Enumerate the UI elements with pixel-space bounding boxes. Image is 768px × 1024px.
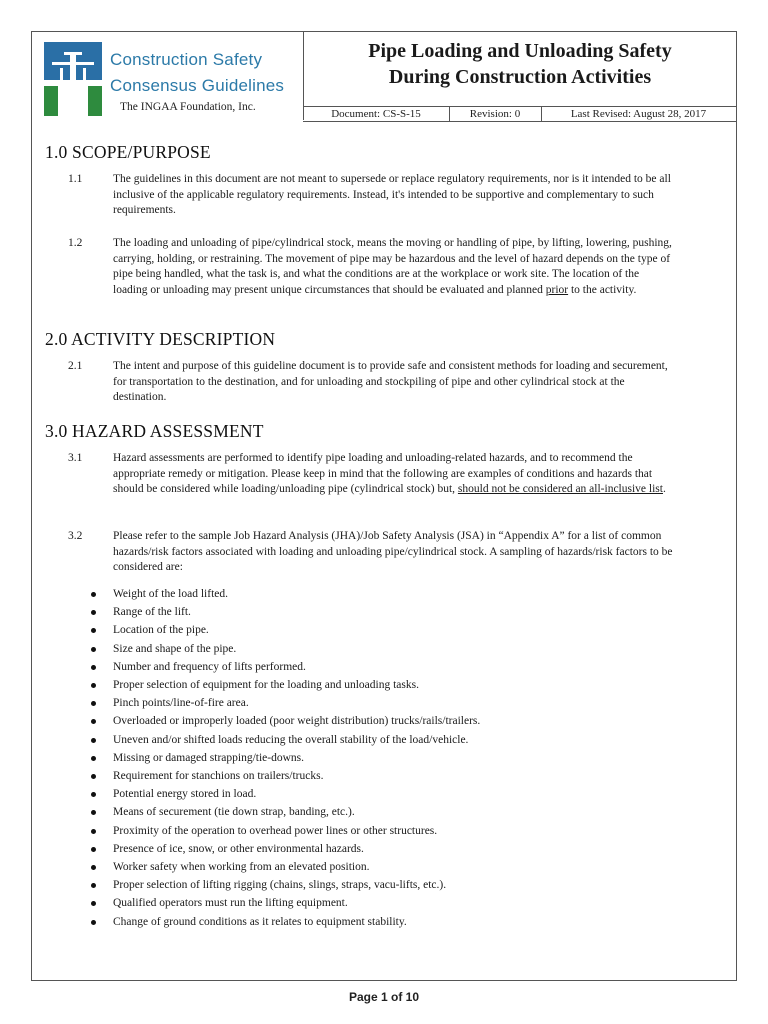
bullet-icon	[91, 665, 96, 670]
bullet-icon	[91, 738, 96, 743]
hazard-item-text: Proper selection of equipment for the loading and unloading tasks.	[113, 679, 419, 692]
section-heading: 2.0 ACTIVITY DESCRIPTION	[45, 329, 276, 349]
bullet-icon	[91, 610, 96, 615]
paragraph-number: 1.2	[68, 237, 83, 249]
bullet-icon	[91, 647, 96, 652]
paragraph-3-1	[32, 451, 732, 515]
bullet-icon	[91, 847, 96, 852]
ingaa-logo-icon	[44, 42, 102, 116]
paragraph-2-1	[32, 359, 732, 409]
text-run: to the activity.	[568, 283, 637, 296]
bullet-icon	[91, 829, 96, 834]
hazard-item-text: Overloaded or improperly loaded (poor weight distribution) trucks/rails/trailers.	[113, 715, 481, 728]
hazard-list-item	[89, 731, 480, 749]
brand-line-2: Consensus Guidelines	[110, 76, 285, 95]
hazard-item-text: Proper selection of lifting rigging (chains, slings, straps, vacu-lifts, etc.).	[113, 879, 447, 892]
hazard-item-text: Potential energy stored in load.	[113, 788, 257, 801]
bullet-icon	[91, 683, 96, 688]
text-run: Hazard assessments are performed to identify pipe loading and unloading-related hazards, and to recommend the appropriate remedy or mitigation. Please keep in mind that the following are examples of conditions and hazards that should be considered while loading/unloading pipe (cylindrical stock) but,	[113, 452, 653, 495]
hazard-list-item	[89, 785, 480, 803]
section-hazard	[45, 421, 264, 442]
bullet-icon	[91, 792, 96, 797]
hazard-list-item	[89, 658, 480, 676]
title-line-1: Pipe Loading and Unloading Safety	[368, 40, 672, 62]
page-number: Page 1 of 10	[348, 990, 420, 1004]
paragraph-text	[113, 236, 673, 298]
section-heading: 1.0 SCOPE/PURPOSE	[45, 142, 211, 162]
paragraph-text: The intent and purpose of this guideline document is to provide safe and consistent methods for loading and securement, for transportation to the destination, and for unloading and stockpiling of pipe and other cylindrical stock at the destination.	[113, 360, 668, 403]
hazard-list	[89, 585, 480, 931]
section-heading: 3.0 HAZARD ASSESSMENT	[45, 421, 264, 441]
section-activity	[45, 329, 275, 350]
paragraph-text	[113, 451, 673, 498]
hazard-item-text: Proximity of the operation to overhead power lines or other structures.	[113, 824, 438, 837]
text-run: .	[662, 483, 666, 495]
paragraph-text: The guidelines in this document are not meant to supersede or replace regulatory requirements, nor is it intended to be all inclusive of the applicable regulatory requirements. Instead, it's intended to be supportive and complementary to such requirements.	[113, 173, 671, 216]
bullet-icon	[91, 920, 96, 925]
hazard-item-text: Uneven and/or shifted loads reducing the overall stability of the load/vehicle.	[113, 733, 469, 746]
title-line-2: During Construction Activities	[388, 66, 652, 88]
paragraph-number: 2.1	[68, 360, 83, 372]
bullet-icon	[91, 883, 96, 888]
paragraph-1-2	[32, 236, 732, 316]
bullet-icon	[91, 628, 96, 633]
hazard-item-text: Means of securement (tie down strap, banding, etc.).	[113, 806, 355, 819]
page-frame	[31, 31, 737, 981]
paragraph-1-1	[32, 172, 732, 222]
document-meta-row	[303, 106, 736, 122]
document-title	[304, 38, 736, 90]
logo-block	[32, 32, 302, 120]
revision-number: Revision: 0	[449, 107, 542, 121]
last-revised: Last Revised: August 28, 2017	[570, 108, 707, 120]
hazard-item-text: Presence of ice, snow, or other environmental hazards.	[113, 842, 364, 855]
hazard-item-text: Weight of the load lifted.	[113, 588, 228, 600]
bullet-icon	[91, 865, 96, 870]
hazard-item-text: Number and frequency of lifts performed.	[113, 660, 306, 673]
hazard-item-text: Size and shape of the pipe.	[113, 642, 237, 655]
bullet-icon	[91, 901, 96, 906]
hazard-item-text: Pinch points/line-of-fire area.	[113, 697, 249, 710]
bullet-icon	[91, 756, 96, 761]
hazard-list-item	[89, 803, 480, 821]
paragraph-3-2	[32, 529, 732, 579]
bullet-icon	[91, 592, 96, 597]
hazard-list-item	[89, 694, 480, 712]
hazard-item-text: Location of the pipe.	[113, 624, 209, 637]
hazard-list-item	[89, 767, 480, 785]
hazard-item-text: Requirement for stanchions on trailers/trucks.	[113, 770, 324, 783]
foundation-name: The INGAA Foundation, Inc.	[120, 101, 256, 113]
hazard-item-text: Missing or damaged strapping/tie-downs.	[113, 751, 305, 764]
hazard-list-item	[89, 603, 480, 621]
text-run: The loading and unloading of pipe/cylindrical stock, means the moving or handling of pipe, by lifting, lowering, pushing, carrying, holding, or restraining. The movement of pipe may be hazardous and the level of hazard depends on the type of pipe being handled, what the task is, and what the conditions are at the workplace or work site. The location of the loading or unloading may present unique circumstances that should be evaluated and planned	[113, 237, 672, 296]
paragraph-number: 1.1	[68, 173, 83, 185]
hazard-list-item	[89, 876, 480, 894]
hazard-list-item	[89, 712, 480, 730]
hazard-item-text: Worker safety when working from an elevated position.	[113, 861, 370, 874]
bullet-icon	[91, 774, 96, 779]
document-number: Document: CS-S-15	[303, 107, 450, 121]
section-scope	[45, 142, 211, 163]
hazard-list-item	[89, 585, 480, 603]
paragraph-text: Please refer to the sample Job Hazard Analysis (JHA)/Job Safety Analysis (JSA) in “Appendix A” for a list of common hazards/risk factors associated with loading and unloading pipe/cylindrical stock. A sampling of hazards/risk factors to be considered are:	[113, 530, 673, 573]
bullet-icon	[91, 719, 96, 724]
hazard-item-text: Range of the lift.	[113, 606, 191, 619]
underlined-text: should not be considered an all-inclusive list	[457, 483, 663, 495]
bullet-icon	[91, 810, 96, 815]
hazard-list-item	[89, 640, 480, 658]
hazard-item-text: Change of ground conditions as it relates to equipment stability.	[113, 915, 407, 928]
underlined-text: prior	[545, 283, 569, 296]
hazard-list-item	[89, 840, 480, 858]
hazard-list-item	[89, 822, 480, 840]
hazard-list-item	[89, 894, 480, 912]
hazard-list-item	[89, 913, 480, 931]
brand-line-1: Construction Safety	[110, 50, 263, 69]
hazard-list-item	[89, 858, 480, 876]
paragraph-number: 3.2	[68, 530, 83, 542]
hazard-item-text: Qualified operators must run the lifting equipment.	[113, 897, 348, 910]
hazard-list-item	[89, 749, 480, 767]
paragraph-number: 3.1	[68, 452, 83, 464]
hazard-list-item	[89, 676, 480, 694]
bullet-icon	[91, 701, 96, 706]
document-header	[32, 32, 736, 120]
hazard-list-item	[89, 621, 480, 639]
